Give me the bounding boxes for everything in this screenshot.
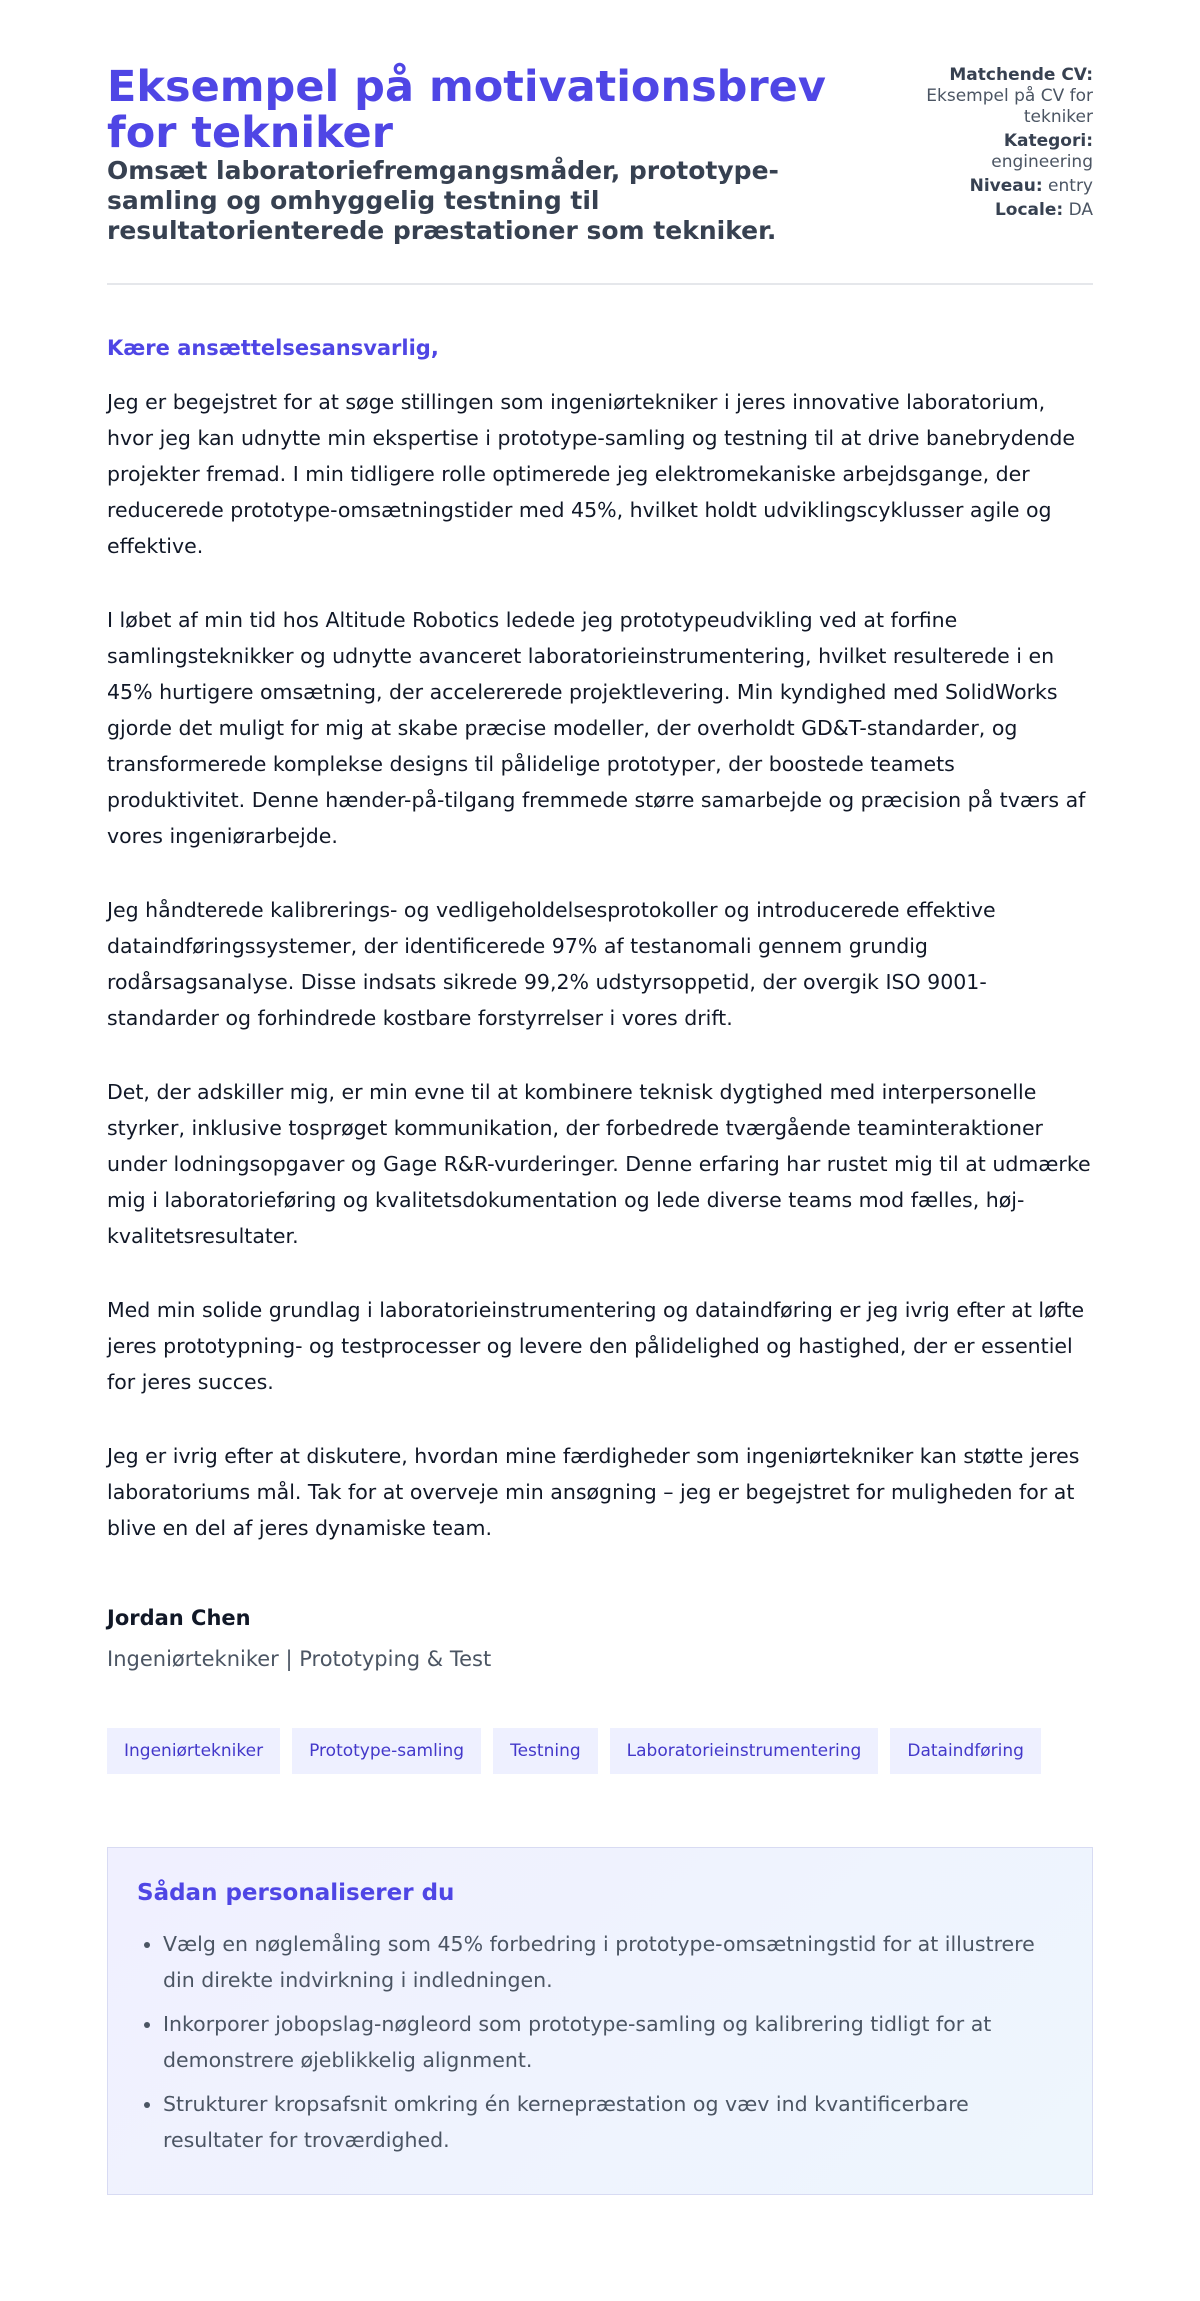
meta-category-value: engineering <box>991 152 1093 172</box>
meta-category-label: Kategori: <box>1003 131 1093 151</box>
signature-role: Ingeniørtekniker | Prototyping & Test <box>107 1647 492 1671</box>
meta-locale-value: DA <box>1068 200 1093 220</box>
letter-body <box>107 384 1093 1546</box>
meta-locale <box>893 200 1093 221</box>
header-divider <box>107 283 1093 285</box>
signature <box>107 1604 1093 1674</box>
tag-chip: Dataindføring <box>890 1728 1041 1774</box>
tips-list <box>137 1926 1063 2158</box>
meta-level-label: Niveau: <box>969 176 1043 196</box>
signature-name: Jordan Chen <box>107 1606 251 1630</box>
tips-title: Sådan personaliserer du <box>137 1880 455 1906</box>
tag-chip: Laboratorieinstrumentering <box>610 1728 879 1774</box>
title-block <box>107 64 867 246</box>
meta-cv-label: Matchende CV: <box>949 65 1093 85</box>
meta-panel <box>893 65 1093 224</box>
meta-cv-value: Eksempel på CV for tekniker <box>926 86 1093 127</box>
meta-level-value: entry <box>1048 176 1093 196</box>
letter-paragraph: Jeg er begejstret for at søge stillingen som ingeniørtekniker i jeres innovative laboratorium, hvor jeg kan udnytte min ekspertise i prototype-samling og testning til at drive banebrydende projekter fremad. I min tidligere rolle optimerede jeg elektromekaniske arbejdsgange, der reducerede prototype-omsætningstider med 45%, hvilket holdt udviklingscyklusser agile og effektive. <box>107 390 1076 558</box>
personalization-tips <box>107 1847 1093 2195</box>
header <box>107 0 1093 245</box>
page-title: Eksempel på motivationsbrev for tekniker <box>107 62 826 158</box>
tag-chip: Testning <box>493 1728 598 1774</box>
meta-locale-label: Locale: <box>994 200 1064 220</box>
tag-list <box>107 1728 1093 1774</box>
meta-matching-cv <box>893 65 1093 128</box>
tip-item: • Inkorporer jobopslag-nøgleord som prototype-samling og kalibrering tidligt for at demonstrere øjeblikkelig alignment. <box>163 2006 1063 2078</box>
meta-category <box>893 131 1093 173</box>
letter-paragraph: Med min solide grundlag i laboratorieinstrumentering og dataindføring er jeg ivrig efter at løfte jeres prototypning- og testprocesser og levere den pålidelighed og hastighed, der er essentiel for jeres succes. <box>107 1298 1085 1394</box>
letter-paragraph: Jeg er ivrig efter at diskutere, hvordan mine færdigheder som ingeniørtekniker kan støtte jeres laboratoriums mål. Tak for at overveje min ansøgning – jeg er begejstret for muligheden for at blive en del af jeres dynamiske team. <box>107 1444 1080 1540</box>
meta-level <box>893 176 1093 197</box>
letter-greeting: Kære ansættelsesansvarlig, <box>107 336 439 360</box>
tip-item: • Vælg en nøglemåling som 45% forbedring i prototype-omsætningstid for at illustrere din direkte indvirkning i indledningen. <box>163 1926 1063 1998</box>
letter-paragraph: I løbet af min tid hos Altitude Robotics ledede jeg prototypeudvikling ved at forfine samlingsteknikker og udnytte avanceret laboratorieinstrumentering, hvilket resulterede i en 45% hurtigere omsætning, der accelererede projektlevering. Min kyndighed med SolidWorks gjorde det muligt for mig at skabe præcise modeller, der overholdt GD&T-standarder, og transformerede komplekse designs til pålidelige prototyper, der boostede teamets produktivitet. Denne hænder-på-tilgang fremmede større samarbejde og præcision på tværs af vores ingeniørarbejde. <box>107 608 1086 848</box>
tip-item: • Strukturer kropsafsnit omkring én kernepræstation og væv ind kvantificerbare resultater for troværdighed. <box>163 2086 1063 2158</box>
letter-paragraph: Jeg håndterede kalibrerings- og vedligeholdelsesprotokoller og introducerede effektive dataindføringssystemer, der identificerede 97% af testanomali gennem grundig rodårsagsanalyse. Disse indsats sikrede 99,2% udstyrsoppetid, der overgik ISO 9001-standarder og forhindrede kostbare forstyrrelser i vores drift. <box>107 898 996 1030</box>
page-subtitle: Omsæt laboratoriefremgangsmåder, prototype-samling og omhyggelig testning til resultatorienterede præstationer som tekniker. <box>107 156 779 245</box>
letter-paragraph: Det, der adskiller mig, er min evne til at kombinere teknisk dygtighed med interpersonelle styrker, inklusive tosprøget kommunikation, der forbedrede tværgående teaminteraktioner under lodningsopgaver og Gage R&R-vurderinger. Denne erfaring har rustet mig til at udmærke mig i laboratorieføring og kvalitetsdokumentation og lede diverse teams mod fælles, høj-kvalitetsresultater. <box>107 1080 1091 1248</box>
tag-chip: Prototype-samling <box>292 1728 481 1774</box>
tag-chip: Ingeniørtekniker <box>107 1728 280 1774</box>
